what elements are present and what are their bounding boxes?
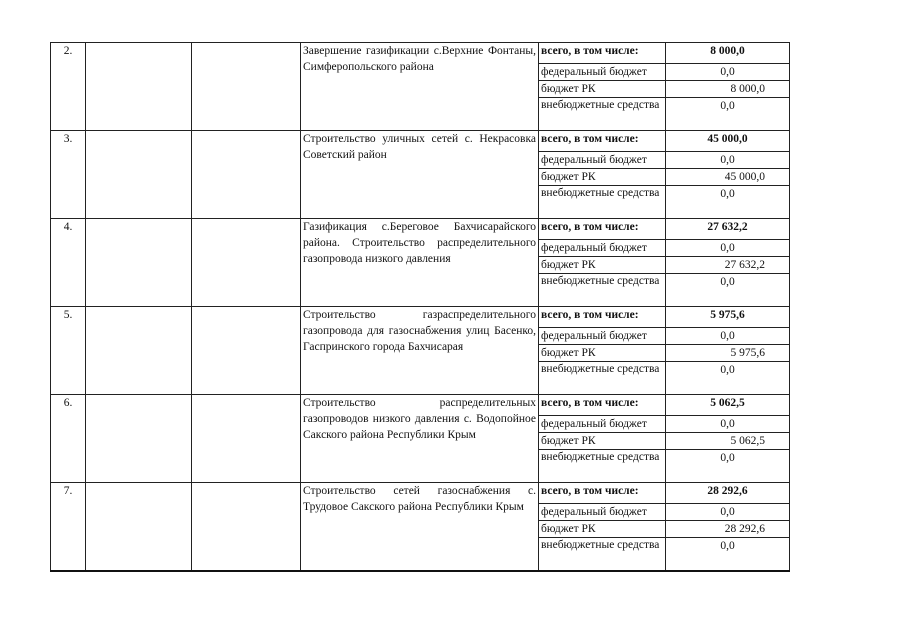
empty-cell [86,307,192,395]
federal-amount: 0,0 [666,64,790,81]
source-extra-label: внебюджетные средства [539,186,666,219]
project-description: Строительство газраспределительного газопровода для газоснабжения улиц Басенко, Гаспринского города Бахчисарая [301,307,539,395]
source-federal-label: федеральный бюджет [539,328,666,345]
source-extra-label: внебюджетные средства [539,362,666,395]
extra-amount: 0,0 [666,274,790,307]
source-total-label: всего, в том числе: [539,483,666,504]
source-federal-label: федеральный бюджет [539,416,666,433]
source-rk-label: бюджет РК [539,433,666,450]
total-amount: 28 292,6 [666,483,790,504]
federal-amount: 0,0 [666,416,790,433]
table-row [51,483,790,504]
row-number: 6. [51,395,86,483]
source-total-label: всего, в том числе: [539,131,666,152]
source-federal-label: федеральный бюджет [539,240,666,257]
empty-cell [192,395,301,483]
table-row [51,395,790,416]
empty-cell [86,395,192,483]
table-row [51,43,790,64]
table-row [51,307,790,328]
source-rk-label: бюджет РК [539,81,666,98]
federal-amount: 0,0 [666,152,790,169]
source-rk-label: бюджет РК [539,169,666,186]
total-amount: 27 632,2 [666,219,790,240]
rk-amount: 5 975,6 [666,345,790,362]
empty-cell [192,131,301,219]
extra-amount: 0,0 [666,362,790,395]
rk-amount: 8 000,0 [666,81,790,98]
rk-amount: 5 062,5 [666,433,790,450]
financing-table [50,42,790,572]
federal-amount: 0,0 [666,328,790,345]
project-description: Газификация с.Береговое Бахчисарайского района. Строительство распределительного газопровода низкого давления [301,219,539,307]
financing-table-body [51,43,790,571]
source-rk-label: бюджет РК [539,345,666,362]
project-description: Строительство уличных сетей с. Некрасовка Советский район [301,131,539,219]
empty-cell [86,131,192,219]
empty-cell [86,483,192,571]
empty-cell [86,43,192,131]
extra-amount: 0,0 [666,538,790,571]
total-amount: 5 975,6 [666,307,790,328]
source-federal-label: федеральный бюджет [539,152,666,169]
row-number: 5. [51,307,86,395]
source-total-label: всего, в том числе: [539,395,666,416]
source-extra-label: внебюджетные средства [539,450,666,483]
source-rk-label: бюджет РК [539,257,666,274]
empty-cell [192,307,301,395]
row-number: 3. [51,131,86,219]
source-federal-label: федеральный бюджет [539,504,666,521]
source-rk-label: бюджет РК [539,521,666,538]
source-extra-label: внебюджетные средства [539,98,666,131]
source-extra-label: внебюджетные средства [539,274,666,307]
source-total-label: всего, в том числе: [539,43,666,64]
row-number: 2. [51,43,86,131]
row-number: 4. [51,219,86,307]
federal-amount: 0,0 [666,240,790,257]
rk-amount: 28 292,6 [666,521,790,538]
federal-amount: 0,0 [666,504,790,521]
source-total-label: всего, в том числе: [539,307,666,328]
extra-amount: 0,0 [666,186,790,219]
total-amount: 45 000,0 [666,131,790,152]
project-description: Строительство сетей газоснабжения с. Трудовое Сакского района Республики Крым [301,483,539,571]
project-description: Строительство распределительных газопроводов низкого давления с. Водопойное Сакского района Республики Крым [301,395,539,483]
empty-cell [192,483,301,571]
extra-amount: 0,0 [666,450,790,483]
empty-cell [192,219,301,307]
row-number: 7. [51,483,86,571]
source-total-label: всего, в том числе: [539,219,666,240]
total-amount: 8 000,0 [666,43,790,64]
empty-cell [86,219,192,307]
empty-cell [192,43,301,131]
source-extra-label: внебюджетные средства [539,538,666,571]
source-federal-label: федеральный бюджет [539,64,666,81]
extra-amount: 0,0 [666,98,790,131]
rk-amount: 27 632,2 [666,257,790,274]
rk-amount: 45 000,0 [666,169,790,186]
table-row [51,219,790,240]
total-amount: 5 062,5 [666,395,790,416]
table-row [51,131,790,152]
project-description: Завершение газификации с.Верхние Фонтаны, Симферопольского района [301,43,539,131]
